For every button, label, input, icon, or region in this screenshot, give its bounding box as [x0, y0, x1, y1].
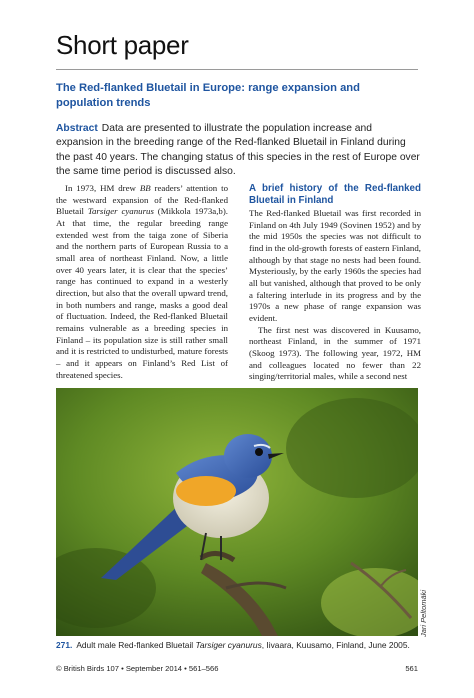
- right-paragraph-2: The first nest was discovered in Kuusamo, northeast Finland, in the summer of 1971 (Skoog 1973). The following year, 1972, HM and colleagues located no fewer than 22 singing/territorial males, while a second nest: [249, 324, 421, 382]
- abstract: [56, 122, 421, 180]
- footer-citation: © British Birds 107 • September 2014 • 561–566: [56, 664, 219, 673]
- abstract-heading: Abstract: [56, 123, 98, 134]
- scientific-name: Tarsiger cyanurus: [87, 206, 154, 217]
- figure-number: 271.: [56, 640, 73, 650]
- abstract-text: Data are presented to illustrate the population increase and expansion in the breeding range of the Red-flanked Bluetail in Finland during the past 40 years. The changing status of this species in the rest of Europe over the same time period is discussed also.: [56, 123, 420, 178]
- text-run: (Mikkola 1973a,b). At that time, the regular breeding range extended west from the taiga zone of Siberia and the northern parts of European Russia to a small area of northeast Finland. Now, a little over 40 years later, it is clear that the species’ range has continued to expand in a westerly direction, but also that the overall upward trend, in both numbers and range, masks a good deal of fluctuation. Indeed, the Red-flanked Bluetail remains vulnerable as a breeding species in Finland – its population size is still rather small and it is restricted to undisturbed, mature forests – and it appears on Finland’s Red List of threatened species.: [56, 206, 228, 380]
- caption-text: , Iivaara, Kuusamo, Finland, June 2005.: [261, 640, 410, 650]
- page-footer: [56, 664, 418, 673]
- figure-caption: [56, 640, 426, 651]
- section-label: Short paper: [56, 30, 189, 60]
- page-number: 561: [405, 664, 418, 673]
- photo-credit: Jari Peltomäki: [419, 589, 428, 637]
- journal-abbrev: BB: [139, 183, 151, 193]
- section-heading: A brief history of the Red-flanked Bluetail in Finland: [249, 183, 421, 206]
- caption-scientific-name: Tarsiger cyanurus: [195, 640, 262, 650]
- left-paragraph: [56, 183, 228, 381]
- caption-text: Adult male Red-flanked Bluetail: [76, 640, 196, 650]
- text-run: In 1973, HM drew: [65, 183, 140, 193]
- right-paragraph-1: The Red-flanked Bluetail was first recorded in Finland on 4th July 1949 (Sovinen 1952) and by the mid 1950s the species was not difficult to find in the old-growth forests of eastern Finland, although by that stage no nests had been found. Mysteriously, by the early 1960s the species had all but vanished, although that proved to be only a faltering interlude in its progress and by the 1970s a new phase of range expansion was evident.: [249, 208, 421, 323]
- text-run: readers’ attention to the westward expansion of the Red-flanked Bluetail: [56, 183, 228, 217]
- header-rule: [56, 69, 418, 70]
- left-column: [56, 183, 228, 381]
- article-title: The Red-flanked Bluetail in Europe: range expansion and population trends: [56, 82, 360, 109]
- bird-photo: [56, 388, 418, 636]
- right-column: [249, 183, 421, 383]
